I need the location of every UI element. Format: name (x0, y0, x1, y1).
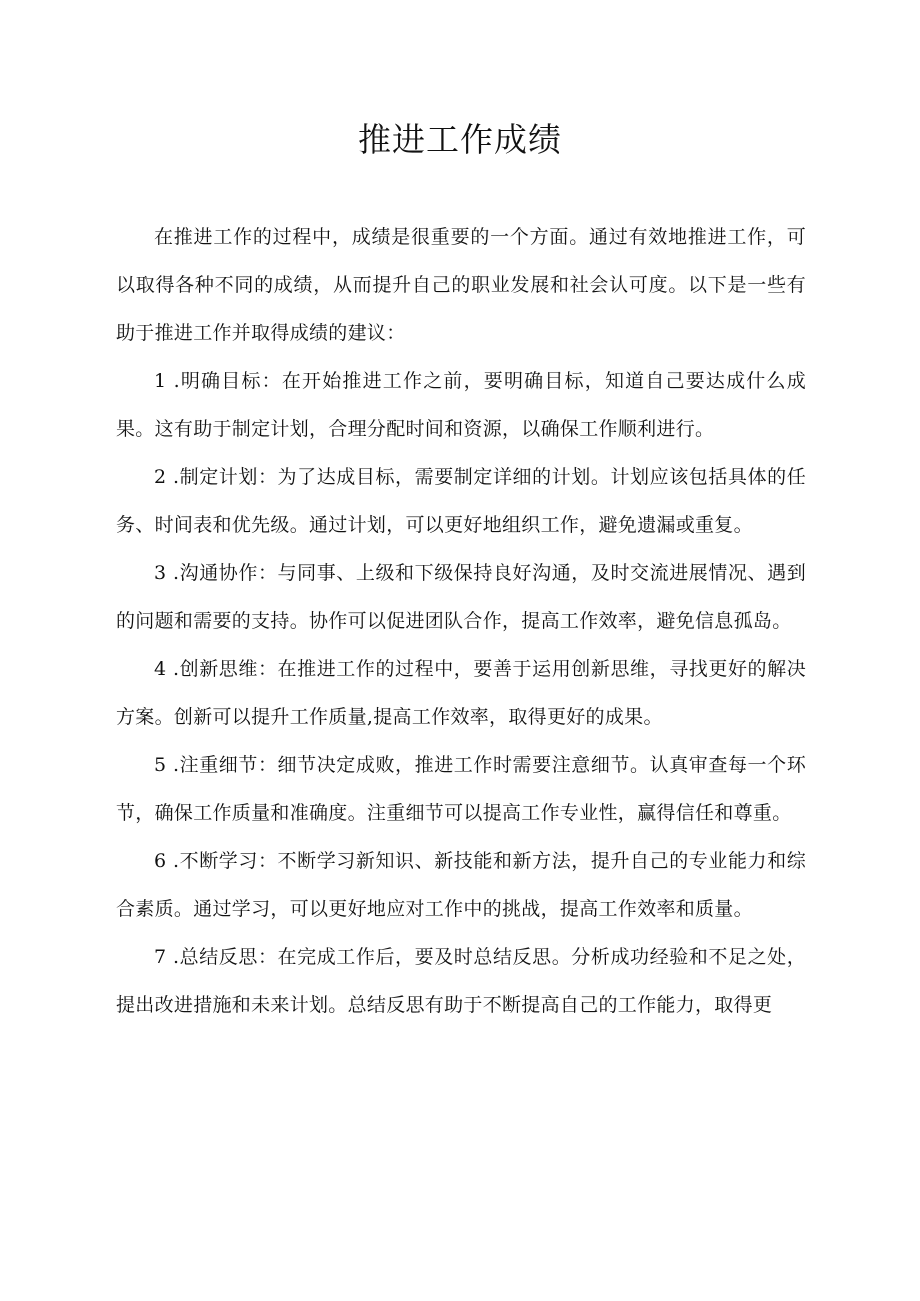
suggestion-4-paragraph: 4 .创新思维：在推进工作的过程中，要善于运用创新思维，寻找更好的解决方案。创新可以提升工作质量,提高工作效率，取得更好的成果。 (116, 658, 806, 728)
document-title: 推进工作成绩 (358, 120, 562, 159)
intro-paragraph: 在推进工作的过程中，成绩是很重要的一个方面。通过有效地推进工作，可以取得各种不同的成绩，从而提升自己的职业发展和社会认可度。以下是一些有助于推进工作并取得成绩的建议： (116, 226, 806, 344)
suggestion-5-paragraph: 5 .注重细节：细节决定成败，推进工作时需要注意细节。认真审查每一个环节，确保工作质量和准确度。注重细节可以提高工作专业性，赢得信任和尊重。 (116, 754, 806, 824)
suggestion-2-paragraph: 2 .制定计划：为了达成目标，需要制定详细的计划。计划应该包括具体的任务、时间表和优先级。通过计划，可以更好地组织工作，避免遗漏或重复。 (116, 466, 806, 536)
suggestion-7-paragraph: 7 .总结反思：在完成工作后，要及时总结反思。分析成功经验和不足之处，提出改进措施和未来计划。总结反思有助于不断提高自己的工作能力，取得更 (116, 946, 806, 1016)
suggestion-6-paragraph: 6 .不断学习：不断学习新知识、新技能和新方法，提升自己的专业能力和综合素质。通过学习，可以更好地应对工作中的挑战，提高工作效率和质量。 (116, 850, 806, 920)
document-body (116, 213, 806, 1029)
suggestion-1-paragraph: 1 .明确目标：在开始推进工作之前，要明确目标，知道自己要达成什么成果。这有助于制定计划，合理分配时间和资源，以确保工作顺利进行。 (116, 370, 806, 440)
suggestion-3-paragraph: 3 .沟通协作：与同事、上级和下级保持良好沟通，及时交流进展情况、遇到的问题和需要的支持。协作可以促进团队合作，提高工作效率，避免信息孤岛。 (116, 562, 806, 632)
